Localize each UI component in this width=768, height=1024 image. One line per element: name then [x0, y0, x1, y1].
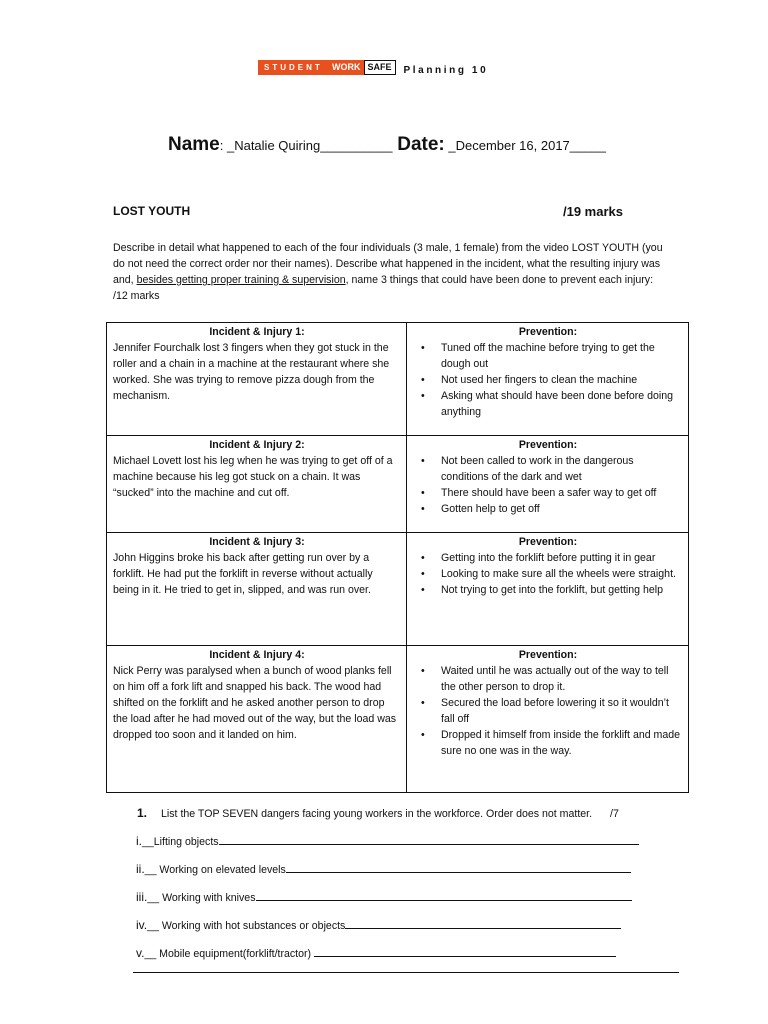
- instructions-underlined: besides getting proper training & supervision: [136, 274, 346, 286]
- answer-text: __ Mobile equipment(forklift/tractor): [144, 948, 315, 960]
- instructions: [113, 240, 668, 304]
- logo-work: WORK: [328, 60, 364, 75]
- incident-text: Jennifer Fourchalk lost 3 fingers when they got stuck in the roller and a chain in a machine at the restaurant where she worked. She was trying to remove pizza dough from the mechanism.: [113, 342, 390, 402]
- incident-header: Incident & Injury 2:: [209, 439, 305, 451]
- list-item: • There should have been a safer way to get off: [441, 485, 683, 501]
- prevention-cell: [407, 646, 689, 793]
- answer-numeral: ii.: [136, 862, 145, 876]
- list-item: • Secured the load before lowering it so it wouldn’t fall off: [441, 695, 683, 727]
- answer-underline: [314, 946, 616, 957]
- list-item: • Tuned off the machine before trying to get the dough out: [441, 340, 683, 372]
- prevention-header: Prevention:: [518, 439, 578, 451]
- name-value: : _Natalie Quiring__________: [219, 138, 393, 153]
- prevention-list: [413, 340, 683, 420]
- prevention-list: [413, 550, 683, 598]
- section-marks: /19 marks: [563, 204, 623, 219]
- table-row: [107, 436, 689, 533]
- table-row: [107, 646, 689, 793]
- instructions-part1: Describe in detail what happened to each of the four individuals (3 male, 1 female) from the video LOST YOUTH (you do not need the correct order nor their names). Describe what happened in the incident, what the resulting injury was and,: [113, 242, 663, 286]
- table-row: [107, 323, 689, 436]
- incident-header: Incident & Injury 1:: [209, 326, 305, 338]
- list-item: • Not trying to get into the forklift, but getting help: [441, 582, 683, 598]
- incident-header: Incident & Injury 3:: [209, 536, 305, 548]
- incident-cell: [107, 646, 407, 793]
- name-label: Name: [168, 134, 220, 155]
- date-label: Date:: [397, 134, 445, 155]
- answer-text: __ Working with knives: [147, 892, 256, 904]
- list-item: • Dropped it himself from inside the forklift and made sure no one was in the way.: [441, 727, 683, 759]
- section-title: LOST YOUTH: [113, 204, 191, 218]
- answer-numeral: i.: [136, 834, 142, 848]
- list-item: • Not used her fingers to clean the machine: [441, 372, 683, 388]
- incident-cell: [107, 533, 407, 646]
- logo-student: STUDENT: [258, 60, 328, 75]
- prevention-list: [413, 663, 683, 759]
- bottom-rule: [133, 972, 679, 973]
- incident-table: [106, 322, 689, 793]
- prevention-cell: [407, 436, 689, 533]
- question-1: [137, 806, 619, 820]
- logo-safe: SAFE: [364, 60, 396, 75]
- question-text: List the TOP SEVEN dangers facing young workers in the workforce. Order does not matter.: [161, 808, 593, 820]
- answer-line: [136, 834, 639, 848]
- answer-numeral: v.: [136, 946, 145, 960]
- student-worksafe-logo: [258, 58, 488, 76]
- prevention-cell: [407, 323, 689, 436]
- incident-cell: [107, 436, 407, 533]
- prevention-header: Prevention:: [518, 536, 578, 548]
- list-item: • Asking what should have been done before doing anything: [441, 388, 683, 420]
- prevention-header: Prevention:: [518, 326, 578, 338]
- list-item: • Looking to make sure all the wheels were straight.: [441, 566, 683, 582]
- answer-line: [136, 918, 621, 932]
- list-item: • Not been called to work in the dangerous conditions of the dark and wet: [441, 453, 683, 485]
- answer-line: [136, 890, 632, 904]
- course-title: Planning 10: [403, 64, 489, 76]
- prevention-list: [413, 453, 683, 517]
- answer-line: [136, 862, 631, 876]
- date-value: _December 16, 2017_____: [444, 138, 606, 153]
- prevention-header: Prevention:: [518, 649, 578, 661]
- incident-header: Incident & Injury 4:: [209, 649, 305, 661]
- answer-text: __ Working on elevated levels: [144, 864, 286, 876]
- instructions-part2: , name 3 things that could have been done to prevent each injury: /12 marks: [113, 274, 654, 302]
- incident-text: Michael Lovett lost his leg when he was trying to get off of a machine because his leg got stuck on a chain. It was “sucked” into the machine and cut off.: [113, 455, 393, 499]
- answer-numeral: iii.: [136, 890, 148, 904]
- list-item: • Waited until he was actually out of the way to tell the other person to drop it.: [441, 663, 683, 695]
- prevention-cell: [407, 533, 689, 646]
- answer-text: __Lifting objects: [142, 836, 219, 848]
- answer-line: [136, 946, 616, 960]
- table-row: [107, 533, 689, 646]
- answer-text: __ Working with hot substances or objects: [147, 920, 346, 932]
- answer-underline: [286, 862, 631, 873]
- question-points: /7: [610, 808, 619, 820]
- answer-underline: [345, 918, 621, 929]
- question-number: 1.: [137, 806, 148, 820]
- incident-text: Nick Perry was paralysed when a bunch of wood planks fell on him off a fork lift and snapped his back. The wood had shifted on the forklift and he asked another person to drop the load after he had moved out of the way, but the load was dropped too soon and it landed on him.: [113, 665, 397, 741]
- answer-underline: [219, 834, 639, 845]
- answer-numeral: iv.: [136, 918, 148, 932]
- list-item: • Gotten help to get off: [441, 501, 683, 517]
- list-item: • Getting into the forklift before putting it in gear: [441, 550, 683, 566]
- incident-cell: [107, 323, 407, 436]
- answer-underline: [256, 890, 632, 901]
- incident-text: John Higgins broke his back after getting run over by a forklift. He had put the forklift in reverse without actually being in it. He tried to get in, slipped, and was run over.: [113, 552, 373, 596]
- name-date-line: [168, 134, 606, 156]
